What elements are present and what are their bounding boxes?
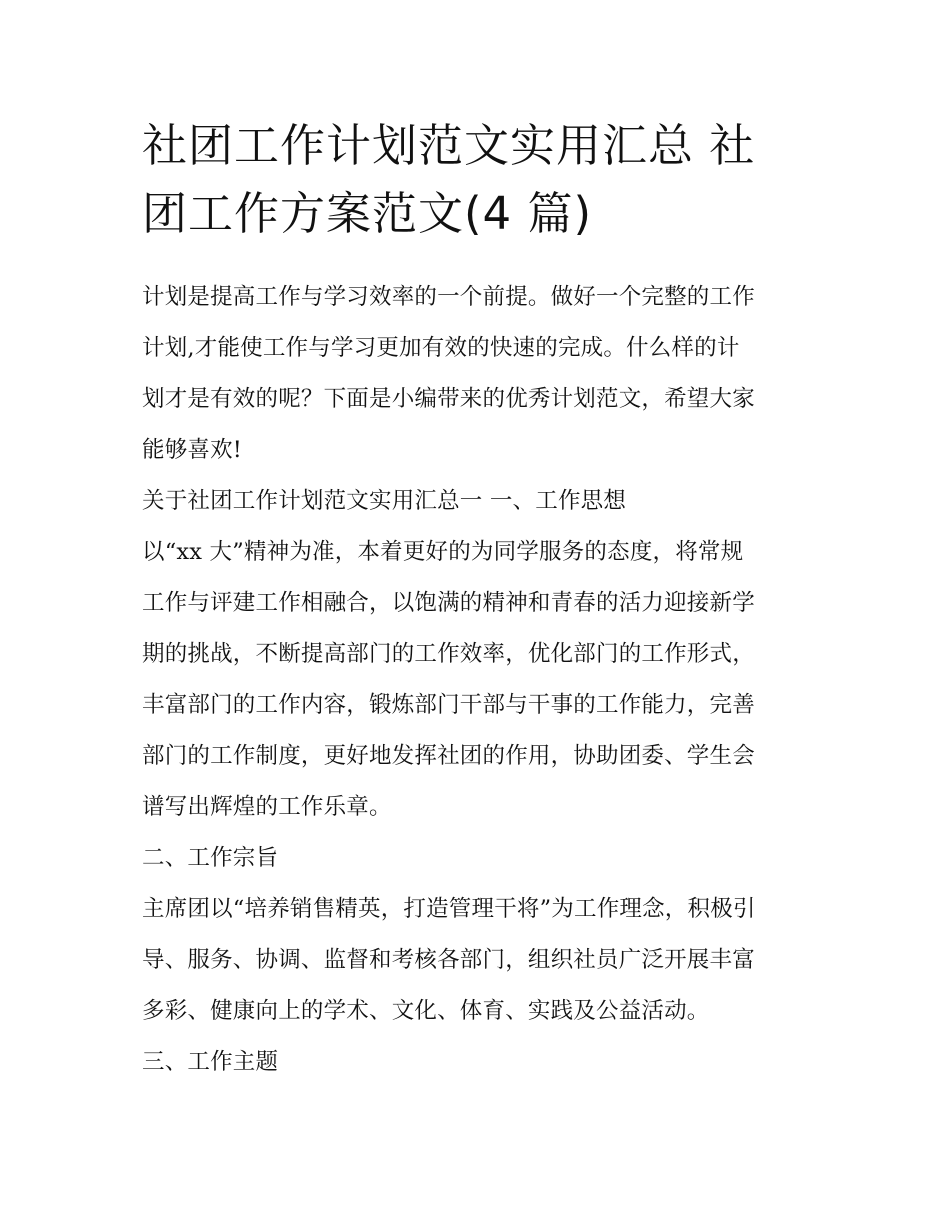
document-content — [142, 112, 812, 1088]
intro-line: 计划,才能使工作与学习更加有效的快速的完成。什么样的计 — [142, 335, 740, 361]
intro-line: 计划是提高工作与学习效率的一个前提。做好一个完整的工作 — [142, 284, 755, 310]
document-title — [142, 112, 812, 248]
paragraph-line: 部门的工作制度，更好地发挥社团的作用，协助团委、学生会 — [142, 743, 755, 769]
paragraph-line: 期的挑战，不断提高部门的工作效率，优化部门的工作形式， — [142, 641, 755, 667]
section-heading: 三、工作主题 — [142, 1049, 279, 1075]
intro-line: 划才是有效的呢？下面是小编带来的优秀计划范文，希望大家 — [142, 386, 755, 412]
section-heading: 二、工作宗旨 — [142, 845, 279, 871]
section-heading: 关于社团工作计划范文实用汇总一 一、工作思想 — [142, 488, 627, 514]
paragraph-line: 以“xx 大”精神为准，本着更好的为同学服务的态度，将常规 — [142, 539, 744, 565]
title-line: 社团工作计划范文实用汇总 社 — [142, 119, 756, 172]
paragraph-line: 导、服务、协调、监督和考核各部门，组织社员广泛开展丰富 — [142, 947, 755, 973]
paragraph-line: 多彩、健康向上的学术、文化、体育、实践及公益活动。 — [142, 998, 710, 1024]
document-body — [142, 272, 812, 1088]
paragraph-line: 谱写出辉煌的工作乐章。 — [142, 794, 392, 820]
paragraph-line: 丰富部门的工作内容，锻炼部门干部与干事的工作能力，完善 — [142, 692, 755, 718]
intro-line: 能够喜欢! — [142, 437, 243, 463]
paragraph-line: 主席团以“培养销售精英，打造管理干将”为工作理念，积极引 — [142, 896, 756, 922]
title-line: 团工作方案范文(4 篇) — [142, 187, 593, 240]
paragraph-line: 工作与评建工作相融合，以饱满的精神和青春的活力迎接新学 — [142, 590, 755, 616]
